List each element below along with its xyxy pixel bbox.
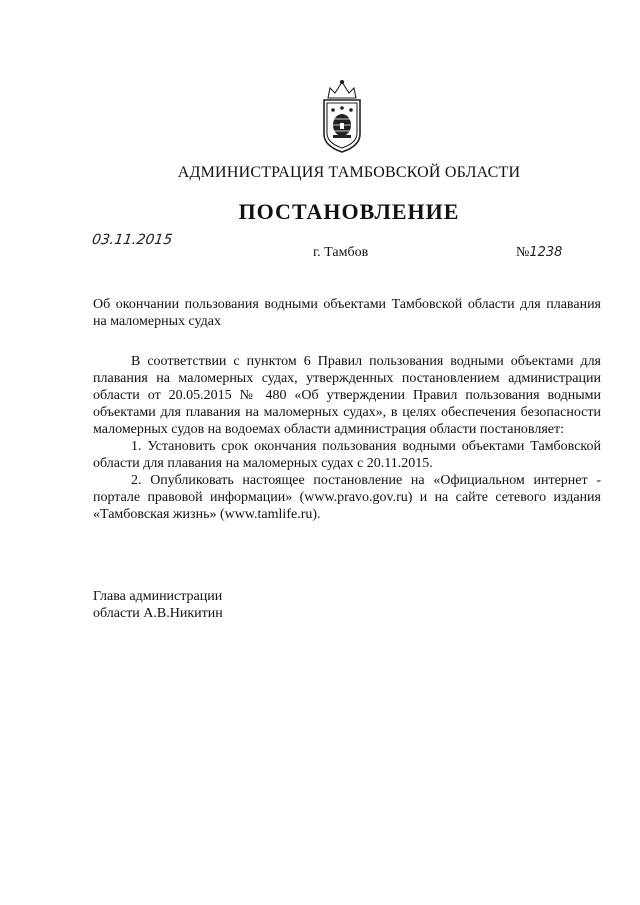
document-date: 03.11.2015 bbox=[90, 232, 174, 248]
list-item: 2. Опубликовать настоящее постановление на «Официальном интернет - портале правовой информации» (www.pravo.gov.ru) и на сайте сетевого издания «Тамбовская жизнь» (www.tamlife.ru). bbox=[93, 473, 601, 522]
document-body bbox=[93, 353, 601, 523]
signature-name: области А.В.Никитин bbox=[93, 606, 223, 621]
signature-block bbox=[93, 588, 223, 622]
document-city: г. Тамбов bbox=[313, 245, 369, 260]
document-number bbox=[516, 245, 562, 261]
signature-position: Глава администрации bbox=[93, 589, 223, 604]
tambov-coat-of-arms-icon bbox=[318, 78, 366, 156]
number-prefix: № bbox=[516, 245, 530, 260]
document-subject: Об окончании пользования водными объектами Тамбовской области для плавания на маломерных судах bbox=[93, 297, 601, 329]
list-item: 1. Установить срок окончания пользования водными объектами Тамбовской области для плавания на маломерных судах с 20.11.2015. bbox=[93, 439, 601, 471]
preamble-paragraph: В соответствии с пунктом 6 Правил пользования водными объектами для плавания на маломерных судах, утвержденных постановлением администрации области от 20.05.2015 № 480 «Об утверждении Правил пользования водными объектами для плавания на маломерных судах», в целях обеспечения безопасности маломерных судов на водоемах области администрация области постановляет: bbox=[93, 354, 601, 437]
document-type-title: ПОСТАНОВЛЕНИЕ bbox=[238, 199, 460, 224]
number-value: 1238 bbox=[529, 245, 563, 260]
organization-title: АДМИНИСТРАЦИЯ ТАМБОВСКОЙ ОБЛАСТИ bbox=[177, 164, 521, 181]
